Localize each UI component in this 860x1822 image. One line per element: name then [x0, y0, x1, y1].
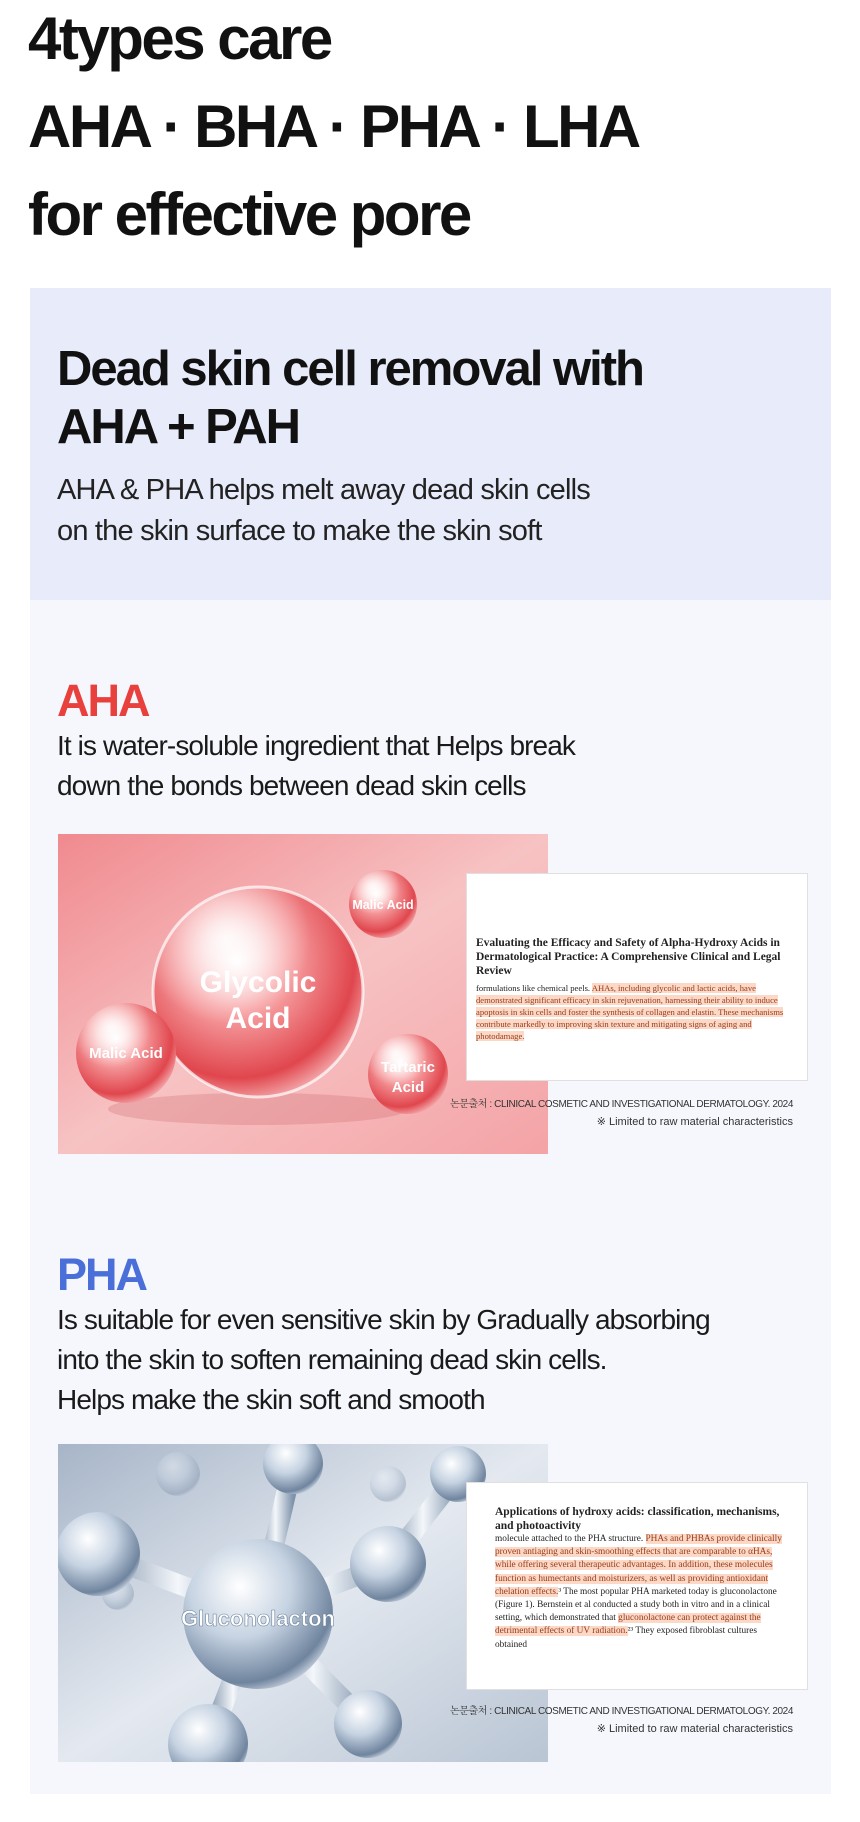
pha-description: Is suitable for even sensitive skin by Gradually absorbing into the skin to soften remaining dead skin cells. Helps make the skin soft and smooth: [57, 1304, 710, 1415]
pha-paper-body: [495, 1533, 783, 1652]
intro-title: [57, 340, 643, 456]
glycolic-label-1: Glycolic: [199, 966, 317, 999]
pha-paper-body-plain-1: molecule attached to the PHA structure.: [495, 1534, 646, 1544]
malic-acid-bubble-left: [76, 1003, 176, 1103]
intro-section: [30, 288, 831, 600]
intro-description: AHA & PHA helps melt away dead skin cells on the skin surface to make the skin soft: [57, 474, 590, 547]
aha-description: It is water-soluble ingredient that Helps break down the bonds between dead skin cells: [57, 730, 575, 801]
aha-paper-highlight: AHAs, including glycolic and lactic acids, have demonstrated significant efficacy in skin rejuvenation, harnessing their ability to induce apoptosis in skin cells and foster the synthesis of collagen and elastin. These mechanisms contribute markedly to improving skin texture and mitigating signs of aging and photodamage.: [476, 983, 784, 1041]
glycolic-acid-bubble: [153, 887, 363, 1097]
tartaric-acid-bubble: [368, 1034, 448, 1114]
pha-paper-body-plain-3: ²³ They exposed fibroblast cultures obtained: [495, 1626, 757, 1650]
aha-paper-body: [476, 982, 799, 1042]
pha-paper-highlight-1: PHAs and PHBAs provide clinically proven antiaging and skin-smoothing effects that are comparable to αHAs, while offering several therapeutic advantages. In addition, these molecules function as humectants and moisturizers, as well as providing antioxidant chelation effects.: [495, 1534, 782, 1597]
aha-paper-title: Evaluating the Efficacy and Safety of Alpha-Hydroxy Acids in Dermatological Practice: A Comprehensive Clinical and Legal Review: [476, 937, 781, 977]
aha-paper-excerpt: [466, 873, 808, 1081]
pha-title: PHA: [57, 1249, 147, 1300]
hero-line-1: 4types care: [28, 5, 331, 72]
pha-paper-highlight-2: gluconolactone can protect against the detrimental effects of UV radiation.: [495, 1613, 761, 1637]
pha-paper-title: Applications of hydroxy acids: classification, mechanisms, and photoactivity: [495, 1506, 780, 1532]
tartaric-label-1: Tartaric: [381, 1059, 435, 1076]
pha-paper-excerpt: [466, 1482, 808, 1690]
aha-source: 논문출처 : CLINICAL COSMETIC AND INVESTIGATIONAL DERMATOLOGY. 2024: [449, 1099, 793, 1110]
malic-acid-label-top: Malic Acid: [352, 898, 414, 912]
intro-title-line-2: AHA + PAH: [57, 400, 300, 454]
tartaric-label-2: Acid: [391, 1079, 425, 1096]
content-panel: [30, 288, 831, 1794]
hero-line-3: for effective pore: [28, 181, 470, 248]
gluconolacton-label: Gluconolacton: [181, 1606, 335, 1631]
intro-title-line-1: Dead skin cell removal with: [57, 342, 643, 396]
glycolic-label-2: Acid: [225, 1002, 291, 1035]
malic-acid-label-left: Malic Acid: [89, 1045, 163, 1062]
pha-source: 논문출처 : CLINICAL COSMETIC AND INVESTIGATIONAL DERMATOLOGY. 2024: [449, 1706, 793, 1717]
malic-acid-bubble-top: [349, 870, 417, 938]
aha-title: AHA: [57, 675, 149, 726]
aha-paper-body-plain: formulations like chemical peels.: [476, 983, 592, 993]
pha-paper-body-plain-2: ³ The most popular PHA marketed today is gluconolactone (Figure 1). Bernstein et al conducted a study both in vitro and in a clinical setting, which demonstrated that: [495, 1586, 777, 1624]
hero-line-2: AHA · BHA · PHA · LHA: [28, 93, 639, 160]
aha-note: ※ Limited to raw material characteristics: [596, 1116, 793, 1128]
pha-note: ※ Limited to raw material characteristics: [596, 1723, 793, 1735]
